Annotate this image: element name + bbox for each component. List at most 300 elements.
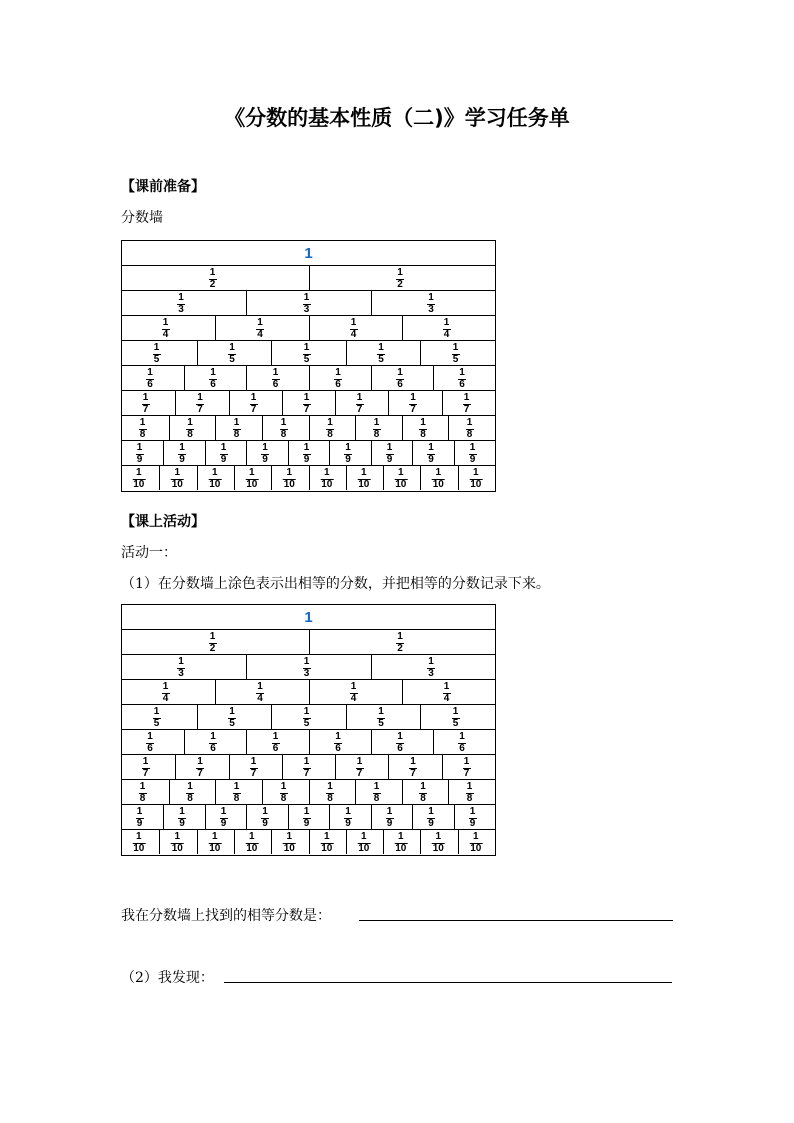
discovery-answer-line[interactable] bbox=[224, 982, 672, 983]
fraction-label bbox=[132, 832, 145, 854]
fraction-denominator: 2 bbox=[397, 643, 403, 654]
fraction-cell-1-5[interactable] bbox=[346, 705, 420, 729]
fraction-numerator: 1 bbox=[257, 681, 263, 692]
fraction-cell-1-6[interactable] bbox=[246, 730, 309, 754]
fraction-denominator: 10 bbox=[321, 479, 333, 490]
fraction-cell-1-9[interactable] bbox=[163, 805, 205, 829]
fraction-denominator: 8 bbox=[187, 793, 193, 804]
fraction-numerator: 1 bbox=[335, 731, 341, 742]
fraction-cell-1-8[interactable] bbox=[355, 780, 402, 804]
fraction-numerator: 1 bbox=[473, 831, 479, 842]
fraction-numerator: 1 bbox=[136, 442, 143, 453]
fraction-label bbox=[427, 657, 435, 679]
fraction-cell-1-7 bbox=[122, 391, 175, 415]
fraction-cell-1-9[interactable] bbox=[454, 805, 495, 829]
fraction-label bbox=[452, 707, 460, 729]
fraction-cell-1-10[interactable] bbox=[234, 830, 271, 854]
fraction-cell-1-4[interactable] bbox=[402, 680, 495, 704]
fraction-cell-1-10[interactable] bbox=[383, 830, 420, 854]
fraction-cell-1-5 bbox=[122, 341, 197, 365]
fraction-denominator: 4 bbox=[350, 693, 357, 704]
fraction-denominator: 5 bbox=[303, 718, 310, 729]
fraction-label bbox=[386, 443, 394, 465]
fraction-label bbox=[377, 343, 385, 365]
fraction-numerator: 1 bbox=[153, 342, 160, 353]
fraction-label bbox=[245, 832, 258, 854]
fraction-label bbox=[443, 682, 451, 704]
fraction-cell-1-9[interactable] bbox=[329, 805, 371, 829]
fraction-denominator: 9 bbox=[303, 818, 310, 829]
fraction-cell-1-9 bbox=[371, 441, 412, 465]
fraction-label bbox=[419, 782, 427, 804]
fraction-numerator: 1 bbox=[428, 442, 434, 453]
fraction-numerator: 1 bbox=[324, 831, 330, 842]
fraction-numerator: 1 bbox=[280, 781, 287, 792]
fraction-denominator: 4 bbox=[257, 329, 263, 340]
fraction-cell-1-2[interactable] bbox=[122, 630, 309, 654]
fraction-cell-1-5 bbox=[420, 341, 495, 365]
fraction-denominator: 10 bbox=[358, 843, 370, 854]
fraction-label bbox=[469, 832, 482, 854]
fraction-cell-1-8[interactable] bbox=[448, 780, 495, 804]
fraction-numerator: 1 bbox=[452, 706, 459, 717]
fraction-label bbox=[320, 832, 333, 854]
fraction-cell-1-7 bbox=[335, 391, 388, 415]
fraction-label bbox=[469, 443, 477, 465]
fraction-cell-1-3 bbox=[246, 291, 371, 315]
fraction-cell-1-8 bbox=[215, 416, 262, 440]
fraction-cell-1-10[interactable] bbox=[122, 830, 159, 854]
fraction-cell-1-7[interactable] bbox=[229, 755, 282, 779]
fraction-numerator: 1 bbox=[469, 442, 476, 453]
fraction-denominator: 6 bbox=[272, 743, 279, 754]
fraction-label bbox=[132, 468, 145, 490]
fraction-label bbox=[344, 443, 352, 465]
fraction-denominator: 2 bbox=[397, 279, 403, 290]
fraction-numerator: 1 bbox=[280, 417, 287, 428]
fraction-label bbox=[261, 443, 269, 465]
fraction-denominator: 7 bbox=[410, 404, 416, 415]
fraction-denominator: 6 bbox=[397, 379, 403, 390]
fraction-numerator: 1 bbox=[410, 392, 416, 403]
fraction-cell-1-4 bbox=[309, 316, 402, 340]
fraction-denominator: 4 bbox=[443, 329, 450, 340]
fraction-cell-1-10 bbox=[383, 466, 420, 490]
fraction-cell-1-4[interactable] bbox=[309, 680, 402, 704]
prep-heading: 【课前准备】 bbox=[121, 179, 205, 195]
fraction-denominator: 10 bbox=[395, 479, 407, 490]
wall-row-7 bbox=[122, 391, 495, 416]
fraction-denominator: 7 bbox=[197, 768, 203, 779]
whole-label: 1 bbox=[304, 245, 313, 262]
page-title: 《分数的基本性质（二)》学习任务单 bbox=[224, 106, 570, 130]
fraction-numerator: 1 bbox=[410, 756, 416, 767]
wall-row-6 bbox=[122, 366, 495, 391]
fraction-cell-1-8 bbox=[122, 416, 169, 440]
fraction-cell-1-3[interactable] bbox=[371, 655, 495, 679]
fraction-label bbox=[250, 757, 258, 779]
fraction-numerator: 1 bbox=[443, 681, 450, 692]
fraction-cell-1-10[interactable] bbox=[197, 830, 234, 854]
fraction-label bbox=[452, 343, 460, 365]
fraction-label bbox=[233, 418, 241, 440]
fraction-cell-1-8 bbox=[448, 416, 495, 440]
fraction-numerator: 1 bbox=[386, 442, 393, 453]
fraction-label bbox=[139, 782, 147, 804]
wall-row-10 bbox=[122, 830, 495, 854]
fraction-cell-1-10[interactable] bbox=[309, 830, 346, 854]
fraction-numerator: 1 bbox=[286, 467, 293, 478]
fraction-label bbox=[409, 757, 417, 779]
fraction-numerator: 1 bbox=[139, 417, 146, 428]
fraction-numerator: 1 bbox=[286, 831, 293, 842]
fraction-cell-1-10[interactable] bbox=[159, 830, 197, 854]
fraction-numerator: 1 bbox=[463, 392, 470, 403]
task-one-instruction: （1）在分数墙上涂色表示出相等的分数，并把相等的分数记录下来。 bbox=[121, 576, 550, 592]
fraction-denominator: 7 bbox=[142, 404, 149, 415]
fraction-denominator: 9 bbox=[179, 818, 185, 829]
fraction-denominator: 6 bbox=[272, 379, 279, 390]
fraction-numerator: 1 bbox=[350, 317, 357, 328]
fraction-numerator: 1 bbox=[212, 467, 218, 478]
fraction-denominator: 10 bbox=[283, 843, 295, 854]
fraction-cell-1-8 bbox=[169, 416, 215, 440]
fraction-numerator: 1 bbox=[420, 781, 426, 792]
fraction-denominator: 4 bbox=[162, 329, 169, 340]
fraction-label bbox=[427, 443, 435, 465]
fraction-denominator: 10 bbox=[171, 479, 183, 490]
fraction-label bbox=[178, 443, 186, 465]
fraction-label bbox=[373, 782, 381, 804]
fraction-cell-1-6[interactable] bbox=[122, 730, 184, 754]
fraction-numerator: 1 bbox=[249, 831, 255, 842]
fraction-numerator: 1 bbox=[178, 292, 184, 303]
fraction-denominator: 10 bbox=[358, 479, 370, 490]
fraction-label bbox=[209, 732, 217, 754]
fraction-denominator: 5 bbox=[303, 354, 310, 365]
fraction-label bbox=[280, 782, 288, 804]
fraction-numerator: 1 bbox=[398, 467, 404, 478]
fraction-label bbox=[466, 418, 474, 440]
fraction-numerator: 1 bbox=[210, 367, 216, 378]
fraction-denominator: 7 bbox=[463, 404, 470, 415]
wall-row-whole bbox=[122, 605, 495, 630]
fraction-cell-1-6 bbox=[122, 366, 184, 390]
fraction-label bbox=[386, 807, 394, 829]
fraction-label bbox=[326, 418, 334, 440]
fraction-denominator: 9 bbox=[345, 818, 351, 829]
fraction-cell-1-10 bbox=[420, 466, 458, 490]
fraction-numerator: 1 bbox=[153, 706, 160, 717]
fraction-denominator: 2 bbox=[209, 279, 216, 290]
fraction-cell-1-4[interactable] bbox=[122, 680, 215, 704]
fraction-label bbox=[256, 318, 264, 340]
fraction-cell-1-5[interactable] bbox=[122, 705, 197, 729]
fraction-cell-1-6 bbox=[309, 366, 371, 390]
fraction-label bbox=[427, 807, 435, 829]
fraction-cell-1-10 bbox=[122, 466, 159, 490]
fraction-cell-1-4[interactable] bbox=[215, 680, 309, 704]
fraction-cell-1-7[interactable] bbox=[442, 755, 495, 779]
fraction-denominator: 9 bbox=[428, 454, 434, 465]
fraction-numerator: 1 bbox=[466, 781, 473, 792]
fraction-numerator: 1 bbox=[361, 467, 367, 478]
fraction-denominator: 9 bbox=[469, 818, 476, 829]
fraction-numerator: 1 bbox=[174, 831, 181, 842]
fraction-cell-1-9 bbox=[412, 441, 454, 465]
fraction-cell-1-7[interactable] bbox=[335, 755, 388, 779]
fraction-numerator: 1 bbox=[257, 317, 263, 328]
fraction-label bbox=[469, 468, 482, 490]
fraction-numerator: 1 bbox=[142, 392, 149, 403]
fraction-label bbox=[139, 418, 147, 440]
wall-row-5 bbox=[122, 341, 495, 366]
fraction-cell-1-2[interactable] bbox=[309, 630, 495, 654]
fraction-denominator: 9 bbox=[345, 454, 351, 465]
fraction-cell-1-10[interactable] bbox=[420, 830, 458, 854]
fraction-denominator: 3 bbox=[178, 304, 184, 315]
fraction-denominator: 7 bbox=[250, 768, 257, 779]
fraction-label bbox=[233, 782, 241, 804]
fraction-cell-1-9 bbox=[122, 441, 163, 465]
fraction-denominator: 7 bbox=[463, 768, 470, 779]
fraction-numerator: 1 bbox=[345, 806, 351, 817]
fraction-denominator: 8 bbox=[139, 793, 146, 804]
fraction-label bbox=[394, 468, 407, 490]
fraction-numerator: 1 bbox=[466, 417, 473, 428]
fraction-cell-1-9 bbox=[205, 441, 246, 465]
fraction-numerator: 1 bbox=[303, 442, 310, 453]
fraction-label bbox=[357, 832, 370, 854]
fraction-cell-1-2 bbox=[309, 266, 495, 290]
fraction-denominator: 4 bbox=[350, 329, 357, 340]
fraction-denominator: 8 bbox=[139, 429, 146, 440]
fraction-numerator: 1 bbox=[303, 292, 310, 303]
fraction-label bbox=[136, 807, 144, 829]
fraction-cell-1-7[interactable] bbox=[282, 755, 335, 779]
fraction-denominator: 10 bbox=[133, 843, 145, 854]
fraction-cell-1-9[interactable] bbox=[246, 805, 288, 829]
fraction-label bbox=[419, 418, 427, 440]
fraction-denominator: 7 bbox=[142, 768, 149, 779]
fraction-numerator: 1 bbox=[220, 806, 227, 817]
fraction-numerator: 1 bbox=[250, 392, 257, 403]
fraction-denominator: 9 bbox=[220, 454, 227, 465]
fraction-cell-1-9[interactable] bbox=[288, 805, 329, 829]
fraction-numerator: 1 bbox=[178, 656, 184, 667]
fraction-cell-1-9 bbox=[246, 441, 288, 465]
wall-label: 分数墙 bbox=[121, 210, 163, 226]
wall-row-6 bbox=[122, 730, 495, 755]
fraction-cell-1-9[interactable] bbox=[205, 805, 246, 829]
fraction-cell-1-8[interactable] bbox=[169, 780, 215, 804]
fraction-cell-1-5[interactable] bbox=[197, 705, 271, 729]
fraction-cell-1-6[interactable] bbox=[309, 730, 371, 754]
fraction-label bbox=[153, 707, 161, 729]
fraction-cell-1-7 bbox=[175, 391, 229, 415]
fraction-label bbox=[303, 657, 311, 679]
fraction-denominator: 8 bbox=[233, 429, 240, 440]
fraction-cell-1-8[interactable] bbox=[122, 780, 169, 804]
fraction-cell-1-7[interactable] bbox=[122, 755, 175, 779]
fraction-label bbox=[427, 293, 435, 315]
fraction-cell-1-8[interactable] bbox=[402, 780, 448, 804]
fraction-cell-1-8 bbox=[355, 416, 402, 440]
fraction-denominator: 10 bbox=[395, 843, 407, 854]
fraction-numerator: 1 bbox=[378, 342, 384, 353]
fraction-cell-1-7[interactable] bbox=[175, 755, 229, 779]
fraction-label bbox=[443, 318, 451, 340]
fraction-cell-1-6[interactable] bbox=[371, 730, 433, 754]
fraction-numerator: 1 bbox=[197, 392, 203, 403]
fraction-denominator: 3 bbox=[428, 304, 434, 315]
wall-row-9 bbox=[122, 805, 495, 830]
fraction-denominator: 10 bbox=[133, 479, 145, 490]
fraction-label bbox=[209, 368, 217, 390]
fraction-denominator: 10 bbox=[432, 843, 444, 854]
fraction-label bbox=[209, 268, 217, 290]
fraction-cell-1-9[interactable] bbox=[412, 805, 454, 829]
fraction-cell-1-5[interactable] bbox=[420, 705, 495, 729]
fraction-denominator: 6 bbox=[210, 379, 216, 390]
fraction-label bbox=[228, 343, 236, 365]
fraction-denominator: 10 bbox=[470, 843, 482, 854]
fraction-denominator: 10 bbox=[209, 479, 221, 490]
fraction-cell-1-10 bbox=[309, 466, 346, 490]
fraction-numerator: 1 bbox=[350, 681, 357, 692]
fraction-label bbox=[394, 832, 407, 854]
fraction-numerator: 1 bbox=[327, 417, 333, 428]
fraction-denominator: 6 bbox=[459, 743, 465, 754]
fraction-numerator: 1 bbox=[162, 681, 169, 692]
fraction-label bbox=[146, 368, 154, 390]
fraction-cell-1-9[interactable] bbox=[371, 805, 412, 829]
fraction-label bbox=[303, 343, 311, 365]
fraction-cell-1-3[interactable] bbox=[122, 655, 246, 679]
fraction-cell-1-8[interactable] bbox=[309, 780, 355, 804]
fraction-denominator: 9 bbox=[386, 454, 393, 465]
wall-row-2 bbox=[122, 266, 495, 291]
fraction-cell-1-9[interactable] bbox=[122, 805, 163, 829]
fraction-numerator: 1 bbox=[397, 367, 403, 378]
fraction-numerator: 1 bbox=[428, 656, 434, 667]
fraction-cell-1-3[interactable] bbox=[246, 655, 371, 679]
fraction-numerator: 1 bbox=[142, 756, 149, 767]
fraction-numerator: 1 bbox=[262, 806, 268, 817]
fraction-label bbox=[458, 368, 466, 390]
fraction-cell-1-5[interactable] bbox=[271, 705, 346, 729]
fraction-cell-1-6[interactable] bbox=[184, 730, 246, 754]
fraction-cell-1-9 bbox=[454, 441, 495, 465]
wall-row-9 bbox=[122, 441, 495, 466]
found-fractions-answer-line[interactable] bbox=[359, 920, 673, 921]
fraction-wall-2[interactable] bbox=[121, 604, 496, 856]
fraction-label bbox=[303, 707, 311, 729]
fraction-cell-1-10 bbox=[346, 466, 383, 490]
fraction-label bbox=[208, 468, 221, 490]
fraction-numerator: 1 bbox=[303, 756, 310, 767]
wall-row-4 bbox=[122, 316, 495, 341]
fraction-numerator: 1 bbox=[136, 467, 142, 478]
fraction-denominator: 10 bbox=[470, 479, 482, 490]
fraction-label bbox=[326, 782, 334, 804]
fraction-label bbox=[220, 443, 228, 465]
fraction-denominator: 10 bbox=[209, 843, 221, 854]
fraction-numerator: 1 bbox=[469, 806, 476, 817]
fraction-numerator: 1 bbox=[174, 467, 181, 478]
fraction-numerator: 1 bbox=[435, 831, 442, 842]
fraction-numerator: 1 bbox=[272, 731, 279, 742]
fraction-numerator: 1 bbox=[147, 731, 153, 742]
fraction-denominator: 8 bbox=[466, 793, 473, 804]
fraction-cell-1-5 bbox=[346, 341, 420, 365]
fraction-numerator: 1 bbox=[147, 367, 153, 378]
fraction-label bbox=[303, 757, 311, 779]
fraction-denominator: 7 bbox=[410, 768, 416, 779]
fraction-denominator: 10 bbox=[283, 479, 295, 490]
fraction-cell-1-7 bbox=[388, 391, 442, 415]
fraction-label bbox=[463, 393, 471, 415]
fraction-cell-1-8[interactable] bbox=[215, 780, 262, 804]
fraction-cell-1-5 bbox=[197, 341, 271, 365]
fraction-cell-1-8[interactable] bbox=[262, 780, 309, 804]
fraction-numerator: 1 bbox=[356, 756, 363, 767]
fraction-numerator: 1 bbox=[473, 467, 479, 478]
fraction-denominator: 3 bbox=[428, 668, 434, 679]
fraction-cell-1-10[interactable] bbox=[271, 830, 309, 854]
fraction-numerator: 1 bbox=[233, 417, 240, 428]
found-fractions-label: 我在分数墙上找到的相等分数是： bbox=[121, 908, 331, 924]
fraction-numerator: 1 bbox=[233, 781, 240, 792]
fraction-numerator: 1 bbox=[272, 367, 279, 378]
fraction-numerator: 1 bbox=[356, 392, 363, 403]
fraction-cell-1-10[interactable] bbox=[346, 830, 383, 854]
fraction-cell-1-10 bbox=[271, 466, 309, 490]
fraction-label bbox=[272, 732, 280, 754]
fraction-numerator: 1 bbox=[459, 731, 465, 742]
fraction-label bbox=[186, 782, 194, 804]
fraction-label bbox=[142, 757, 150, 779]
fraction-numerator: 1 bbox=[229, 706, 235, 717]
fraction-numerator: 1 bbox=[398, 831, 404, 842]
fraction-numerator: 1 bbox=[179, 806, 185, 817]
fraction-label bbox=[350, 682, 358, 704]
fraction-numerator: 1 bbox=[229, 342, 235, 353]
fraction-cell-1-6[interactable] bbox=[433, 730, 495, 754]
fraction-cell-1-2 bbox=[122, 266, 309, 290]
fraction-cell-1-3 bbox=[371, 291, 495, 315]
fraction-numerator: 1 bbox=[373, 781, 380, 792]
fraction-cell-1-7[interactable] bbox=[388, 755, 442, 779]
fraction-label bbox=[208, 832, 221, 854]
fraction-numerator: 1 bbox=[324, 467, 330, 478]
fraction-denominator: 5 bbox=[452, 354, 459, 365]
fraction-denominator: 6 bbox=[397, 743, 403, 754]
fraction-numerator: 1 bbox=[428, 292, 434, 303]
fraction-numerator: 1 bbox=[210, 731, 216, 742]
fraction-label bbox=[220, 807, 228, 829]
fraction-label bbox=[396, 368, 404, 390]
fraction-numerator: 1 bbox=[303, 806, 310, 817]
fraction-label bbox=[261, 807, 269, 829]
fraction-cell-1-10[interactable] bbox=[458, 830, 495, 854]
fraction-denominator: 10 bbox=[321, 843, 333, 854]
wall-row-3 bbox=[122, 655, 495, 680]
fraction-denominator: 10 bbox=[246, 479, 258, 490]
fraction-cell-1-3 bbox=[122, 291, 246, 315]
fraction-label bbox=[272, 368, 280, 390]
fraction-cell-1-6 bbox=[371, 366, 433, 390]
